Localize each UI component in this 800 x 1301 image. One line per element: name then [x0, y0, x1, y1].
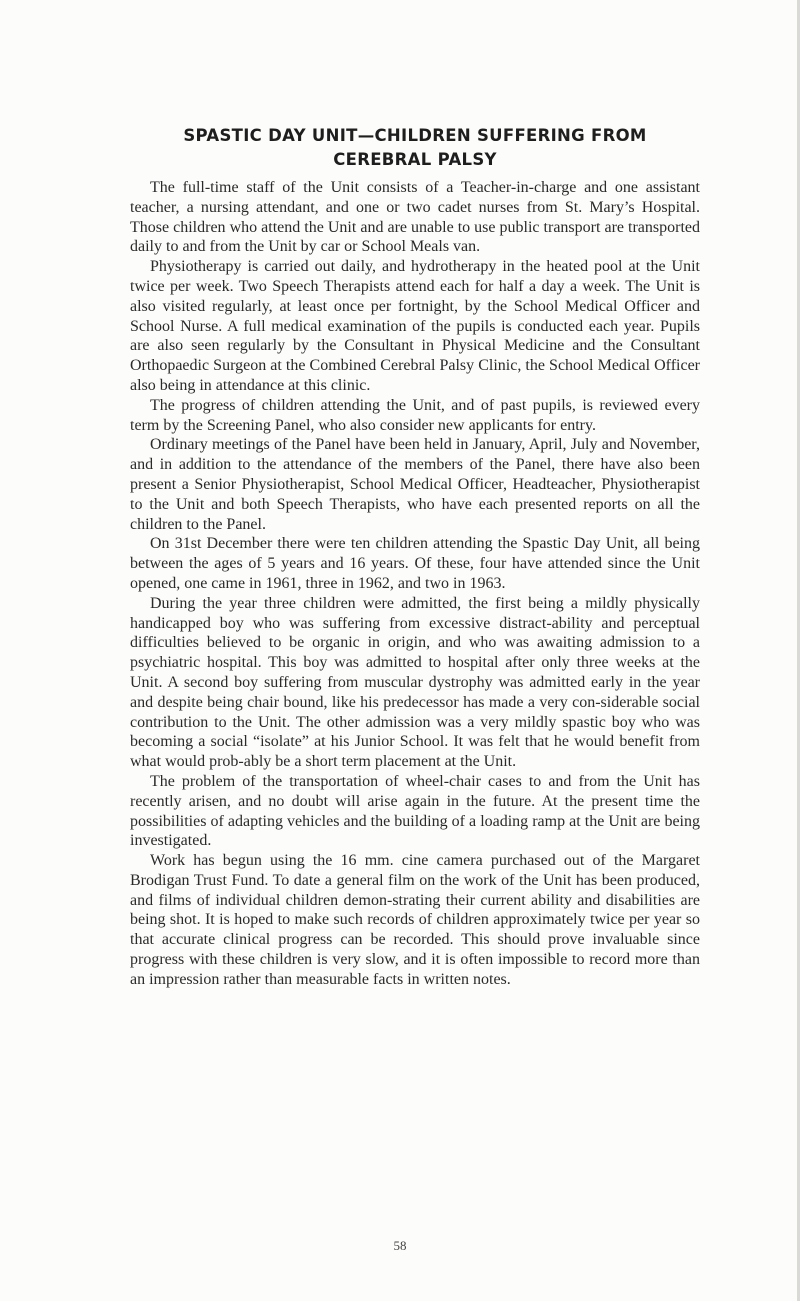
title-line-1: SPASTIC DAY UNIT—CHILDREN SUFFERING FROM: [183, 126, 647, 145]
paragraph-panel-meetings: Ordinary meetings of the Panel have been held in January, April, July and November, and in addition to the attendance of the members of the Panel, there have also been present a Senior Physiotherapist, School Medical Officer, Headteacher, Physiotherapist to the Unit and both Speech Therapists, who have each presented reports on all the children to the Panel.: [130, 436, 700, 533]
paragraph-staff: The full-time staff of the Unit consists of a Teacher-in-charge and one assistant teacher, a nursing attendant, and one or two cadet nurses from St. Mary’s Hospital. Those children who attend the Unit and are unable to use public transport are transported daily to and from the Unit by car or School Meals van.: [130, 179, 700, 256]
paragraph-cine-camera: Work has begun using the 16 mm. cine camera purchased out of the Margaret Brodigan Trust Fund. To date a general film on the work of the Unit has been produced, and films of individual children demon-strating their current ability and disabilities are being shot. It is hoped to make such records of children approximately twice per year so that accurate clinical progress can be recorded. This should prove invaluable since progress with these children is very slow, and it is often impossible to record more than an impression rather than measurable facts in written notes.: [130, 852, 700, 988]
paragraph-admissions: During the year three children were admitted, the first being a mildly physically handicapped boy who was suffering from excessive distract-ability and perceptual difficulties believed to be organic in origin, and who was awaiting admission to a psychiatric hospital. This boy was admitted to hospital after only three weeks at the Unit. A second boy suffering from muscular dystrophy was admitted early in the year and despite being chair bound, like his predecessor has made a very con-siderable social contribution to the Unit. The other admission was a very mildly spastic boy who was becoming a social “isolate” at his Junior School. It was felt that he would benefit from what would prob-ably be a short term placement at the Unit.: [130, 594, 700, 771]
paragraph-progress-review: The progress of children attending the Unit, and of past pupils, is reviewed every term by the Screening Panel, who also consider new applicants for entry.: [130, 396, 700, 434]
page-number: 58: [393, 1238, 407, 1253]
document-title: [130, 124, 700, 172]
document-content: [130, 124, 700, 990]
paragraph-transportation: The problem of the transportation of wheel-chair cases to and from the Unit has recently arisen, and no doubt will arise again in the future. At the present time the possibilities of adapting vehicles and the building of a loading ramp at the Unit are being investigated.: [130, 772, 700, 850]
body-text: [130, 178, 700, 990]
paragraph-physiotherapy: Physiotherapy is carried out daily, and hydrotherapy in the heated pool at the Unit twice per week. Two Speech Therapists attend each for half a day a week. The Unit is also visited regularly, at least once per fortnight, by the School Medical Officer and School Nurse. A full medical examination of the pupils is conducted each year. Pupils are also seen regularly by the Consultant in Physical Medicine and the Consultant Orthopaedic Surgeon at the Combined Cerebral Palsy Clinic, the School Medical Officer also being in attendance at this clinic.: [130, 258, 700, 394]
title-line-2: CEREBRAL PALSY: [333, 150, 497, 169]
paragraph-attendance: On 31st December there were ten children attending the Spastic Day Unit, all being between the ages of 5 years and 16 years. Of these, four have attended since the Unit opened, one came in 1961, three in 1962, and two in 1963.: [130, 535, 700, 592]
